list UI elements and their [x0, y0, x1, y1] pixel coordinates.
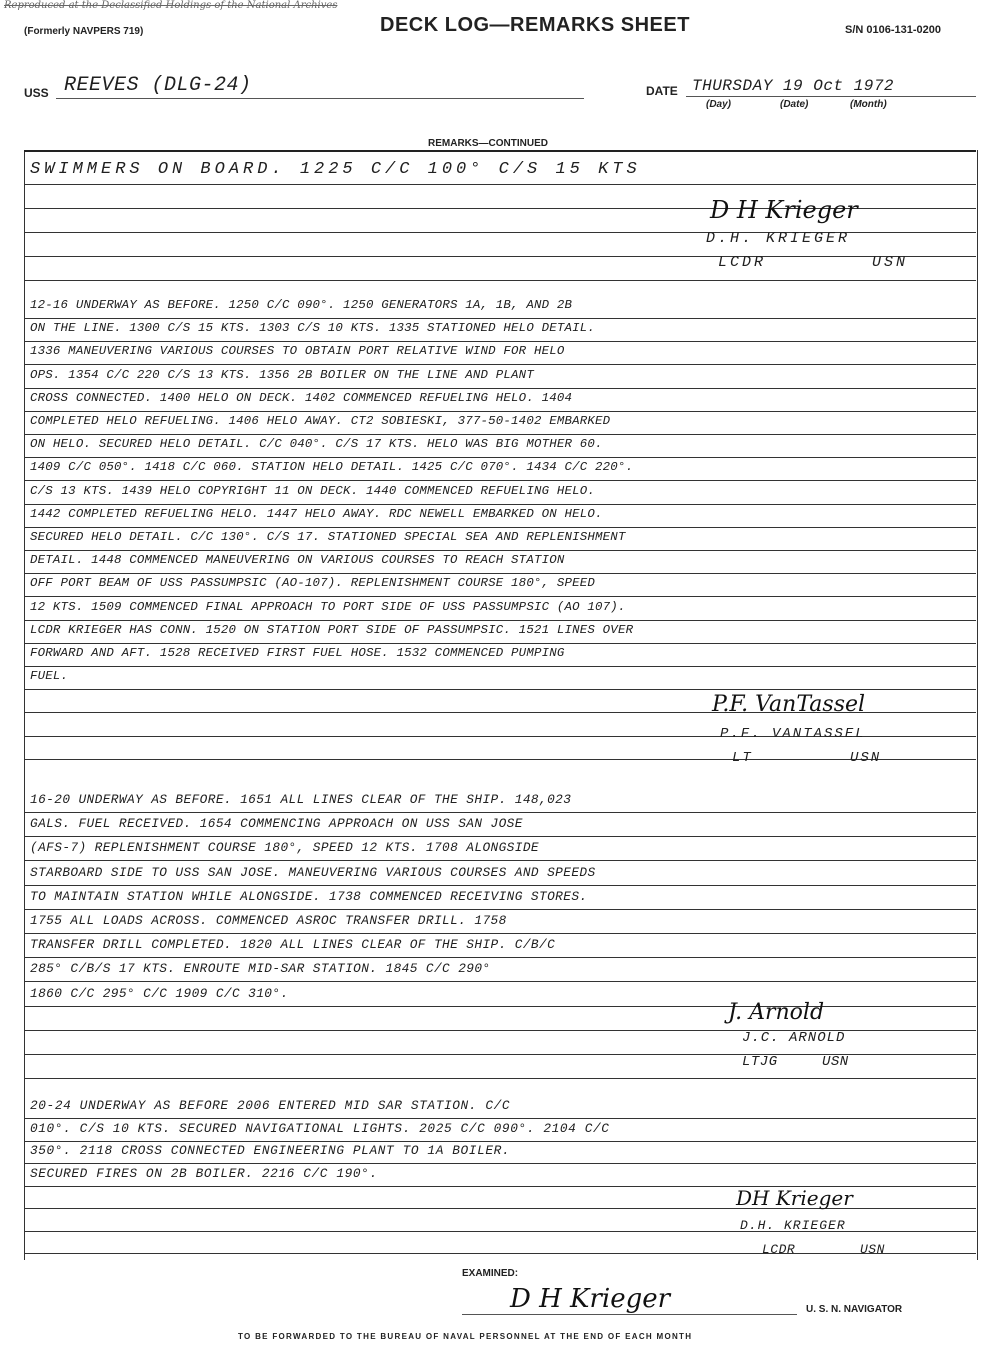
- ruled-line: [24, 150, 976, 152]
- watch-officer-service: USN: [860, 1242, 885, 1257]
- date-value: THURSDAY 19 Oct 1972: [692, 77, 895, 95]
- ruled-line: [24, 550, 976, 551]
- ruled-line: [24, 643, 976, 644]
- watch-officer-signature: P.F. VanTassel: [712, 692, 866, 717]
- date-sub-month: (Month): [850, 99, 887, 110]
- watch-officer-name: P.F. VANTASSEL: [720, 726, 866, 742]
- ruled-line: [24, 812, 976, 813]
- log-line: 16-20 UNDERWAY AS BEFORE. 1651 ALL LINES CLEAR OF THE SHIP. 148,023: [30, 792, 572, 807]
- ruled-line: [24, 596, 976, 597]
- ruled-line: [24, 504, 976, 505]
- ruled-line: [24, 280, 976, 281]
- ruled-line: [24, 957, 976, 958]
- log-line: SECURED FIRES ON 2B BOILER. 2216 C/C 190°.: [30, 1165, 378, 1181]
- ruled-line: [24, 1118, 976, 1119]
- serial-number: S/N 0106-131-0200: [845, 24, 942, 36]
- log-line: SWIMMERS ON BOARD. 1225 C/C 100° C/S 15 KTS: [30, 160, 641, 179]
- watch-officer-service: USN: [850, 750, 882, 766]
- ruled-line: [24, 184, 976, 185]
- log-line: 1336 MANEUVERING VARIOUS COURSES TO OBTAIN PORT RELATIVE WIND FOR HELO: [30, 344, 565, 359]
- examined-signature: D H Krieger: [510, 1284, 671, 1314]
- log-line: STARBOARD SIDE TO USS SAN JOSE. MANEUVERING VARIOUS COURSES AND SPEEDS: [30, 864, 596, 880]
- ruled-line: [24, 341, 976, 342]
- ruled-line: [24, 388, 976, 389]
- log-line: SECURED HELO DETAIL. C/C 130°. C/S 17. STATIONED SPECIAL SEA AND REPLENISHMENT: [30, 530, 626, 544]
- log-line: LCDR KRIEGER HAS CONN. 1520 ON STATION PORT SIDE OF PASSUMPSIC. 1521 LINES OVER: [30, 622, 634, 637]
- uss-label: USS: [24, 86, 49, 100]
- ruled-line: [24, 885, 976, 886]
- watch-officer-name: J.C. ARNOLD: [742, 1030, 846, 1046]
- log-line: TRANSFER DRILL COMPLETED. 1820 ALL LINES CLEAR OF THE SHIP. C/B/C: [30, 937, 556, 953]
- log-line: 1755 ALL LOADS ACROSS. COMMENCED ASROC TRANSFER DRILL. 1758: [30, 913, 507, 928]
- watch-officer-service: USN: [872, 254, 909, 271]
- watch-officer-rank: LT: [732, 750, 753, 766]
- log-line: C/S 13 KTS. 1439 HELO COPYRIGHT 11 ON DECK. 1440 COMMENCED REFUELING HELO.: [30, 483, 596, 498]
- date-sub-date: (Date): [780, 99, 809, 110]
- ruled-line: [24, 364, 976, 365]
- log-line: 1860 C/C 295° C/C 1909 C/C 310°.: [30, 985, 289, 1001]
- log-line: COMPLETED HELO REFUELING. 1406 HELO AWAY. CT2 SOBIESKI, 377-50-1402 EMBARKED: [30, 414, 611, 428]
- examined-label: EXAMINED:: [462, 1268, 519, 1279]
- ruled-line: [24, 836, 976, 837]
- log-line: 12-16 UNDERWAY AS BEFORE. 1250 C/C 090°. 1250 GENERATORS 1A, 1B, AND 2B: [30, 298, 573, 312]
- log-line: DETAIL. 1448 COMMENCED MANEUVERING ON VARIOUS COURSES TO REACH STATION: [30, 553, 565, 568]
- ruled-line: [24, 1253, 976, 1254]
- archive-notice: Reproduced at the Declassified Holdings of the National Archives: [4, 0, 338, 11]
- watch-officer-name: D.H. KRIEGER: [740, 1218, 846, 1233]
- ruled-line: [24, 411, 976, 412]
- log-line: OFF PORT BEAM OF USS PASSUMPSIC (AO-107). REPLENISHMENT COURSE 180°, SPEED: [30, 576, 596, 591]
- ruled-line: [24, 457, 976, 458]
- ruled-line: [24, 909, 976, 910]
- ruled-line: [24, 1006, 976, 1007]
- ruled-line: [24, 666, 976, 667]
- watch-officer-signature: DH Krieger: [736, 1186, 853, 1210]
- log-line: (AFS-7) REPLENISHMENT COURSE 180°, SPEED 12 KTS. 1708 ALONGSIDE: [30, 840, 540, 856]
- page-title: DECK LOG—REMARKS SHEET: [380, 14, 690, 36]
- watch-officer-signature: J. Arnold: [728, 1000, 825, 1025]
- log-line: 010°. C/S 10 KTS. SECURED NAVIGATIONAL LIGHTS. 2025 C/C 090°. 2104 C/C: [30, 1120, 610, 1136]
- log-line: TO MAINTAIN STATION WHILE ALONGSIDE. 1738 COMMENCED RECEIVING STORES.: [30, 888, 588, 904]
- ship-name: REEVES (DLG-24): [64, 74, 252, 97]
- ruled-line: [24, 860, 976, 861]
- ruled-line: [24, 573, 976, 574]
- watch-officer-rank: LTJG: [742, 1054, 778, 1070]
- ruled-line: [24, 1141, 976, 1142]
- log-line: 1442 COMPLETED REFUELING HELO. 1447 HELO AWAY. RDC NEWELL EMBARKED ON HELO.: [30, 506, 603, 521]
- ruled-line: [24, 527, 976, 528]
- log-line: GALS. FUEL RECEIVED. 1654 COMMENCING APPROACH ON USS SAN JOSE: [30, 816, 523, 832]
- ruled-line: [24, 620, 976, 621]
- log-line: ON HELO. SECURED HELO DETAIL. C/C 040°. C/S 17 KTS. HELO WAS BIG MOTHER 60.: [30, 437, 603, 452]
- log-line: FORWARD AND AFT. 1528 RECEIVED FIRST FUEL HOSE. 1532 COMMENCED PUMPING: [30, 646, 565, 660]
- log-line: CROSS CONNECTED. 1400 HELO ON DECK. 1402 COMMENCED REFUELING HELO. 1404: [30, 390, 573, 405]
- ruled-line: [24, 689, 976, 690]
- ruled-line: [24, 256, 976, 257]
- remarks-heading: REMARKS—CONTINUED: [428, 138, 548, 149]
- log-line: FUEL.: [30, 669, 69, 684]
- ruled-line: [24, 933, 976, 934]
- watch-officer-rank: LCDR: [762, 1242, 796, 1257]
- watch-officer-service: USN: [822, 1054, 849, 1070]
- ruled-line: [24, 981, 976, 982]
- ruled-line: [24, 759, 976, 760]
- log-line: 20-24 UNDERWAY AS BEFORE 2006 ENTERED MID SAR STATION. C/C: [30, 1098, 511, 1113]
- footer-instruction: TO BE FORWARDED TO THE BUREAU OF NAVAL PERSONNEL AT THE END OF EACH MONTH: [238, 1332, 693, 1341]
- ruled-line: [24, 1163, 976, 1164]
- watch-officer-signature: D H Krieger: [710, 196, 858, 224]
- ruled-line: [24, 434, 976, 435]
- form-number: (Formerly NAVPERS 719): [24, 26, 144, 37]
- log-line: 285° C/B/S 17 KTS. ENROUTE MID-SAR STATION. 1845 C/C 290°: [30, 961, 491, 977]
- log-line: ON THE LINE. 1300 C/S 15 KTS. 1303 C/S 10 KTS. 1335 STATIONED HELO DETAIL.: [30, 321, 596, 336]
- log-line: 1409 C/C 050°. 1418 C/C 060. STATION HELO DETAIL. 1425 C/C 070°. 1434 C/C 220°.: [30, 460, 634, 475]
- date-label: DATE: [646, 84, 678, 98]
- watch-officer-rank: LCDR: [718, 254, 767, 271]
- navigator-label: U. S. N. NAVIGATOR: [806, 1304, 903, 1315]
- ruled-line: [24, 480, 976, 481]
- watch-officer-name: D.H. KRIEGER: [706, 230, 851, 247]
- log-line: 350°. 2118 CROSS CONNECTED ENGINEERING PLANT TO 1A BOILER.: [30, 1143, 511, 1158]
- date-sub-day: (Day): [706, 99, 732, 110]
- ruled-line: [24, 318, 976, 319]
- log-line: OPS. 1354 C/C 220 C/S 13 KTS. 1356 2B BOILER ON THE LINE AND PLANT: [30, 367, 534, 382]
- log-line: 12 KTS. 1509 COMMENCED FINAL APPROACH TO PORT SIDE OF USS PASSUMPSIC (AO 107).: [30, 599, 626, 614]
- ruled-line: [24, 1078, 976, 1079]
